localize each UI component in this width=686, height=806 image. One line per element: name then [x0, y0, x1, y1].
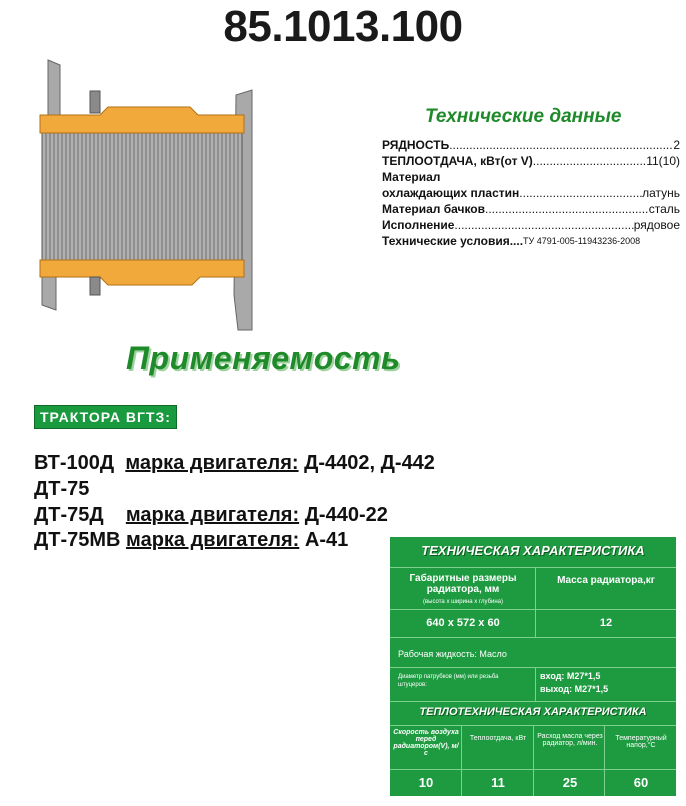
- col-temp-label: Температурный напор,°С: [615, 735, 667, 749]
- radiator-image: [30, 55, 280, 340]
- heat-heading: ТЕПЛОТЕХНИЧЕСКАЯ ХАРАКТЕРИСТИКА: [419, 706, 647, 718]
- col-temp-value: 60: [633, 775, 649, 790]
- applicability-heading: Применяемость: [126, 340, 401, 376]
- mass-label: Масса радиатора,кг: [557, 575, 655, 586]
- app-line-dt75: ДТ-75: [34, 478, 90, 500]
- part-number-title: 85.1013.100: [223, 2, 463, 51]
- tech-characteristic-panel: [390, 537, 676, 796]
- dims-label: Габаритные размеры радиатора, мм: [409, 573, 517, 595]
- col-air-speed-value: 10: [418, 775, 434, 790]
- col-air-speed-label: Скорость воздуха перед радиатором(V), м/с: [393, 729, 459, 757]
- mass-value: 12: [599, 617, 613, 629]
- outlet-value: выход: М27*1,5: [540, 684, 609, 694]
- spec-row-tank-material: Материал бачков ..... сталь: [382, 201, 680, 217]
- app-line-dt75mv: ДТ-75МВ марка двигателя: А-41: [34, 529, 349, 551]
- app-line-dt75d: ДТ-75Д марка двигателя: Д-440-22: [34, 504, 388, 526]
- spec-row-rows: РЯДНОСТЬ ..... 2: [382, 137, 680, 153]
- dims-value: 640 х 572 х 60: [426, 617, 500, 629]
- col-flow-value: 25: [562, 775, 578, 790]
- app-line-vt100d: ВТ-100Д марка двигателя: Д-4402, Д-442: [34, 452, 435, 474]
- spec-row-execution: Исполнение ..... рядовое: [382, 217, 680, 233]
- specs-heading: Технические данные: [425, 106, 622, 127]
- dims-sub-label: (высота х ширина х глубина): [422, 599, 504, 605]
- spec-row-plate-material: охлаждающих пластин ..... латунь: [382, 185, 680, 201]
- col-flow-label: Расход масла через радиатор, л/мин.: [537, 733, 603, 747]
- working-fluid: Рабочая жидкость: Масло: [398, 649, 507, 659]
- spec-row-material-label: Материал: [382, 170, 441, 184]
- nozzle-label: Диаметр патрубков (мм) или резьба штуцеров:: [398, 674, 499, 688]
- tractor-group-badge: ТРАКТОРА ВГТЗ:: [34, 405, 177, 429]
- inlet-value: вход: М27*1,5: [540, 671, 601, 681]
- spec-row-tech-conditions: Технические условия.... ТУ 4791-005-11943236-2008: [382, 234, 641, 248]
- tech-heading: ТЕХНИЧЕСКАЯ ХАРАКТЕРИСТИКА: [421, 543, 645, 558]
- col-heat-label: Теплоотдача, кВт: [469, 735, 527, 742]
- col-heat-value: 11: [491, 775, 505, 790]
- spec-row-heat: ТЕПЛООТДАЧА, кВт(от V) ..... 11(10): [382, 153, 680, 169]
